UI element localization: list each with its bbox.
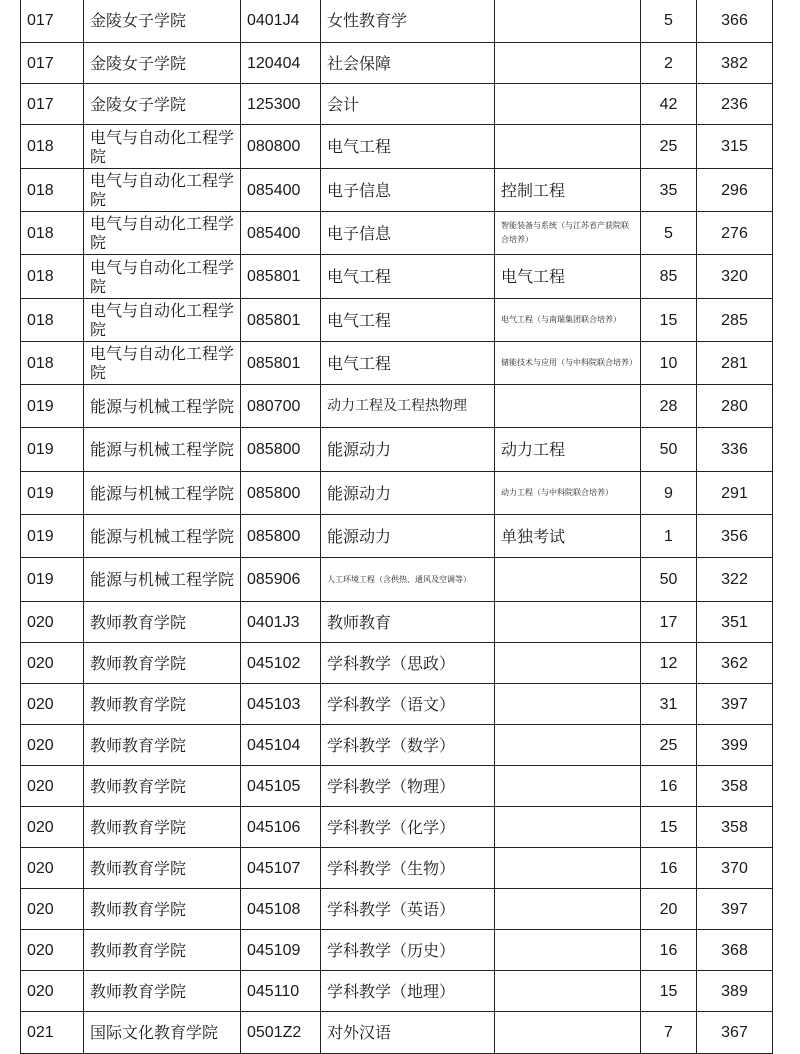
- major-name-cell: 学科教学（思政）: [321, 643, 495, 684]
- direction-cell: [495, 766, 641, 807]
- college-name-cell: 能源与机械工程学院: [84, 515, 241, 558]
- direction-cell: [495, 0, 641, 43]
- college-name-cell: 教师教育学院: [84, 971, 241, 1012]
- plan-count-cell: 25: [641, 725, 697, 766]
- major-code-cell: 0401J3: [241, 602, 321, 643]
- score-cell: 296: [697, 169, 773, 212]
- college-code-cell: 019: [21, 385, 84, 428]
- direction-cell: 单独考试: [495, 515, 641, 558]
- table-row: [21, 515, 773, 558]
- college-name-cell: 电气与自动化工程学院: [84, 342, 241, 385]
- college-name-cell: 教师教育学院: [84, 684, 241, 725]
- major-name-cell: 人工环境工程（含供热、通风及空调等）: [321, 558, 495, 602]
- table-row: [21, 643, 773, 684]
- direction-cell: 电气工程（与南瑞集团联合培养）: [495, 299, 641, 342]
- major-name-cell: 学科教学（化学）: [321, 807, 495, 848]
- direction-cell: [495, 1012, 641, 1054]
- table-body: [21, 0, 773, 1054]
- major-name-cell: 能源动力: [321, 428, 495, 472]
- college-code-cell: 020: [21, 807, 84, 848]
- major-name-cell: 电气工程: [321, 342, 495, 385]
- plan-count-cell: 7: [641, 1012, 697, 1054]
- major-name-cell: 电气工程: [321, 125, 495, 169]
- college-name-cell: 能源与机械工程学院: [84, 385, 241, 428]
- major-name-cell: 电子信息: [321, 212, 495, 255]
- college-name-cell: 电气与自动化工程学院: [84, 299, 241, 342]
- major-name-cell: 学科教学（英语）: [321, 889, 495, 930]
- college-code-cell: 017: [21, 43, 84, 84]
- college-code-cell: 019: [21, 472, 84, 515]
- major-code-cell: 085400: [241, 212, 321, 255]
- major-code-cell: 125300: [241, 84, 321, 125]
- college-code-cell: 017: [21, 0, 84, 43]
- major-name-cell: 学科教学（地理）: [321, 971, 495, 1012]
- direction-cell: [495, 84, 641, 125]
- score-cell: 368: [697, 930, 773, 971]
- major-name-cell: 教师教育: [321, 602, 495, 643]
- score-cell: 370: [697, 848, 773, 889]
- major-name-cell: 学科教学（物理）: [321, 766, 495, 807]
- major-code-cell: 045103: [241, 684, 321, 725]
- direction-cell: [495, 602, 641, 643]
- table-row: [21, 848, 773, 889]
- major-code-cell: 045109: [241, 930, 321, 971]
- college-name-cell: 教师教育学院: [84, 930, 241, 971]
- direction-cell: [495, 725, 641, 766]
- plan-count-cell: 10: [641, 342, 697, 385]
- table-row: [21, 930, 773, 971]
- plan-count-cell: 5: [641, 0, 697, 43]
- major-name-cell: 学科教学（语文）: [321, 684, 495, 725]
- score-cell: 397: [697, 684, 773, 725]
- table-row: [21, 212, 773, 255]
- table-row: [21, 971, 773, 1012]
- college-name-cell: 教师教育学院: [84, 807, 241, 848]
- major-code-cell: 045105: [241, 766, 321, 807]
- score-cell: 389: [697, 971, 773, 1012]
- college-code-cell: 020: [21, 725, 84, 766]
- score-cell: 358: [697, 807, 773, 848]
- table-row: [21, 807, 773, 848]
- plan-count-cell: 9: [641, 472, 697, 515]
- plan-count-cell: 2: [641, 43, 697, 84]
- table-row: [21, 299, 773, 342]
- direction-cell: 动力工程: [495, 428, 641, 472]
- major-code-cell: 045104: [241, 725, 321, 766]
- major-name-cell: 对外汉语: [321, 1012, 495, 1054]
- college-name-cell: 电气与自动化工程学院: [84, 255, 241, 299]
- score-cell: 367: [697, 1012, 773, 1054]
- plan-count-cell: 85: [641, 255, 697, 299]
- direction-cell: [495, 684, 641, 725]
- major-code-cell: 085801: [241, 342, 321, 385]
- score-cell: 336: [697, 428, 773, 472]
- college-code-cell: 020: [21, 889, 84, 930]
- plan-count-cell: 15: [641, 971, 697, 1012]
- plan-count-cell: 1: [641, 515, 697, 558]
- college-code-cell: 019: [21, 558, 84, 602]
- major-code-cell: 085800: [241, 428, 321, 472]
- major-name-cell: 能源动力: [321, 472, 495, 515]
- college-name-cell: 教师教育学院: [84, 725, 241, 766]
- direction-cell: [495, 807, 641, 848]
- major-code-cell: 080700: [241, 385, 321, 428]
- table-row: [21, 255, 773, 299]
- major-code-cell: 045110: [241, 971, 321, 1012]
- score-cell: 291: [697, 472, 773, 515]
- major-name-cell: 学科教学（历史）: [321, 930, 495, 971]
- admission-table: [20, 0, 773, 1054]
- direction-cell: [495, 848, 641, 889]
- major-code-cell: 085801: [241, 299, 321, 342]
- major-name-cell: 会计: [321, 84, 495, 125]
- plan-count-cell: 28: [641, 385, 697, 428]
- plan-count-cell: 31: [641, 684, 697, 725]
- college-code-cell: 020: [21, 684, 84, 725]
- score-cell: 351: [697, 602, 773, 643]
- table-row: [21, 558, 773, 602]
- major-name-cell: 学科教学（数学）: [321, 725, 495, 766]
- college-code-cell: 020: [21, 971, 84, 1012]
- table-row: [21, 1012, 773, 1054]
- plan-count-cell: 42: [641, 84, 697, 125]
- score-cell: 399: [697, 725, 773, 766]
- table-row: [21, 169, 773, 212]
- college-name-cell: 教师教育学院: [84, 848, 241, 889]
- plan-count-cell: 35: [641, 169, 697, 212]
- direction-cell: 电气工程: [495, 255, 641, 299]
- major-code-cell: 085801: [241, 255, 321, 299]
- major-code-cell: 0501Z2: [241, 1012, 321, 1054]
- college-name-cell: 能源与机械工程学院: [84, 558, 241, 602]
- table-row: [21, 125, 773, 169]
- college-name-cell: 电气与自动化工程学院: [84, 125, 241, 169]
- score-cell: 320: [697, 255, 773, 299]
- table-row: [21, 84, 773, 125]
- table-row: [21, 428, 773, 472]
- major-code-cell: 120404: [241, 43, 321, 84]
- college-code-cell: 021: [21, 1012, 84, 1054]
- score-cell: 315: [697, 125, 773, 169]
- plan-count-cell: 50: [641, 428, 697, 472]
- college-code-cell: 018: [21, 212, 84, 255]
- table-row: [21, 342, 773, 385]
- direction-cell: 控制工程: [495, 169, 641, 212]
- college-name-cell: 金陵女子学院: [84, 43, 241, 84]
- table-row: [21, 684, 773, 725]
- college-name-cell: 能源与机械工程学院: [84, 472, 241, 515]
- college-name-cell: 教师教育学院: [84, 889, 241, 930]
- major-name-cell: 电子信息: [321, 169, 495, 212]
- plan-count-cell: 12: [641, 643, 697, 684]
- major-code-cell: 0401J4: [241, 0, 321, 43]
- college-code-cell: 019: [21, 515, 84, 558]
- college-code-cell: 020: [21, 766, 84, 807]
- college-name-cell: 金陵女子学院: [84, 0, 241, 43]
- major-code-cell: 045108: [241, 889, 321, 930]
- college-code-cell: 018: [21, 255, 84, 299]
- major-name-cell: 能源动力: [321, 515, 495, 558]
- college-code-cell: 017: [21, 84, 84, 125]
- major-name-cell: 学科教学（生物）: [321, 848, 495, 889]
- score-cell: 322: [697, 558, 773, 602]
- major-code-cell: 085906: [241, 558, 321, 602]
- major-name-cell: 电气工程: [321, 255, 495, 299]
- major-code-cell: 080800: [241, 125, 321, 169]
- plan-count-cell: 5: [641, 212, 697, 255]
- plan-count-cell: 15: [641, 807, 697, 848]
- major-code-cell: 045107: [241, 848, 321, 889]
- college-name-cell: 教师教育学院: [84, 602, 241, 643]
- college-code-cell: 020: [21, 930, 84, 971]
- direction-cell: 智能装备与系统（与江苏省产获院联合培养）: [495, 212, 641, 255]
- plan-count-cell: 16: [641, 848, 697, 889]
- major-name-cell: 社会保障: [321, 43, 495, 84]
- college-code-cell: 018: [21, 299, 84, 342]
- table-row: [21, 385, 773, 428]
- table-row: [21, 43, 773, 84]
- plan-count-cell: 16: [641, 930, 697, 971]
- direction-cell: 动力工程（与中科院联合培养）: [495, 472, 641, 515]
- score-cell: 397: [697, 889, 773, 930]
- score-cell: 356: [697, 515, 773, 558]
- college-name-cell: 能源与机械工程学院: [84, 428, 241, 472]
- table-row: [21, 725, 773, 766]
- major-name-cell: 女性教育学: [321, 0, 495, 43]
- direction-cell: [495, 43, 641, 84]
- score-cell: 276: [697, 212, 773, 255]
- college-name-cell: 教师教育学院: [84, 643, 241, 684]
- plan-count-cell: 20: [641, 889, 697, 930]
- major-name-cell: 电气工程: [321, 299, 495, 342]
- direction-cell: [495, 125, 641, 169]
- direction-cell: [495, 385, 641, 428]
- plan-count-cell: 25: [641, 125, 697, 169]
- direction-cell: 储能技术与应用（与中科院联合培养）: [495, 342, 641, 385]
- score-cell: 236: [697, 84, 773, 125]
- college-name-cell: 电气与自动化工程学院: [84, 212, 241, 255]
- college-code-cell: 020: [21, 602, 84, 643]
- direction-cell: [495, 643, 641, 684]
- college-code-cell: 018: [21, 169, 84, 212]
- direction-cell: [495, 930, 641, 971]
- score-cell: 382: [697, 43, 773, 84]
- major-code-cell: 085400: [241, 169, 321, 212]
- major-name-cell: 动力工程及工程热物理: [321, 385, 495, 428]
- college-name-cell: 金陵女子学院: [84, 84, 241, 125]
- plan-count-cell: 15: [641, 299, 697, 342]
- table-row: [21, 602, 773, 643]
- college-code-cell: 020: [21, 643, 84, 684]
- major-code-cell: 045106: [241, 807, 321, 848]
- direction-cell: [495, 889, 641, 930]
- direction-cell: [495, 971, 641, 1012]
- major-code-cell: 085800: [241, 472, 321, 515]
- table-row: [21, 889, 773, 930]
- direction-cell: [495, 558, 641, 602]
- major-code-cell: 085800: [241, 515, 321, 558]
- score-cell: 362: [697, 643, 773, 684]
- college-code-cell: 018: [21, 342, 84, 385]
- plan-count-cell: 17: [641, 602, 697, 643]
- score-cell: 280: [697, 385, 773, 428]
- college-name-cell: 教师教育学院: [84, 766, 241, 807]
- table-row: [21, 0, 773, 43]
- college-name-cell: 国际文化教育学院: [84, 1012, 241, 1054]
- score-cell: 281: [697, 342, 773, 385]
- table-row: [21, 766, 773, 807]
- table-row: [21, 472, 773, 515]
- plan-count-cell: 50: [641, 558, 697, 602]
- score-cell: 366: [697, 0, 773, 43]
- major-code-cell: 045102: [241, 643, 321, 684]
- plan-count-cell: 16: [641, 766, 697, 807]
- college-code-cell: 020: [21, 848, 84, 889]
- score-cell: 285: [697, 299, 773, 342]
- score-cell: 358: [697, 766, 773, 807]
- college-name-cell: 电气与自动化工程学院: [84, 169, 241, 212]
- college-code-cell: 019: [21, 428, 84, 472]
- college-code-cell: 018: [21, 125, 84, 169]
